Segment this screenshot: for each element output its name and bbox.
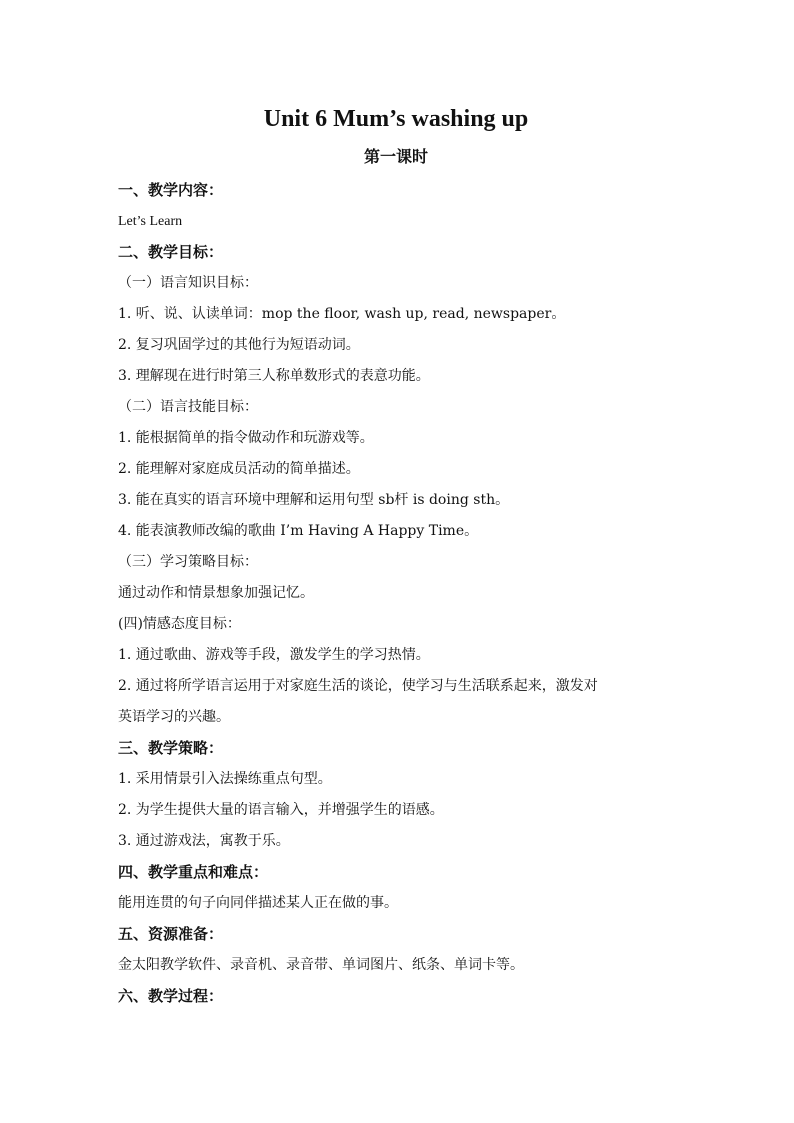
- list-item: 1. 通过歌曲、游戏等手段，激发学生的学习热情。: [118, 647, 430, 663]
- content-text: Let’s Learn: [118, 214, 183, 229]
- list-item: 1. 采用情景引入法操练重点句型。: [118, 771, 332, 787]
- section-heading-strategy: 三、教学策略：: [118, 739, 224, 757]
- list-item: 2. 能理解对家庭成员活动的简单描述。: [118, 461, 360, 477]
- subheading-learning-strategy: （三）学习策略目标：: [118, 554, 258, 570]
- list-item: 3. 通过游戏法，寓教于乐。: [118, 833, 290, 849]
- section-heading-key-points: 四、教学重点和难点：: [118, 863, 269, 881]
- list-item-continuation: 英语学习的兴趣。: [118, 709, 230, 725]
- subheading-language-skills: （二）语言技能目标：: [118, 399, 258, 415]
- paragraph-text: 金太阳教学软件、录音机、录音带、单词图片、纸条、单词卡等。: [118, 957, 524, 973]
- lesson-subtitle: 第一课时: [363, 147, 428, 166]
- section-heading-process: 六、教学过程：: [118, 987, 224, 1005]
- list-item: 2. 复习巩固学过的其他行为短语动词。: [118, 337, 360, 353]
- list-item: 2. 通过将所学语言运用于对家庭生活的谈论，使学习与生活联系起来，激发对: [118, 678, 598, 694]
- section-heading-content: 一、教学内容：: [118, 181, 224, 199]
- document-title: Unit 6 Mum’s washing up: [263, 106, 529, 132]
- list-item: 3. 理解现在进行时第三人称单数形式的表意功能。: [118, 368, 430, 384]
- subheading-emotional-attitude: (四)情感态度目标：: [118, 616, 241, 632]
- list-item: 1. 听、说、认读单词：mop the floor, wash up, read, newspaper。: [118, 306, 566, 322]
- section-heading-objectives: 二、教学目标：: [118, 243, 224, 261]
- section-heading-resources: 五、资源准备：: [118, 925, 224, 943]
- list-item: 1. 能根据简单的指令做动作和玩游戏等。: [118, 430, 374, 446]
- list-item: 3. 能在真实的语言环境中理解和运用句型 sb杆 is doing sth。: [118, 492, 510, 508]
- paragraph-text: 通过动作和情景想象加强记忆。: [118, 585, 314, 601]
- list-item: 4. 能表演教师改编的歌曲 I’m Having A Happy Time。: [118, 523, 479, 539]
- paragraph-text: 能用连贯的句子向同伴描述某人正在做的事。: [118, 895, 398, 911]
- subheading-language-knowledge: （一）语言知识目标：: [118, 275, 258, 291]
- list-item: 2. 为学生提供大量的语言输入，并增强学生的语感。: [118, 802, 444, 818]
